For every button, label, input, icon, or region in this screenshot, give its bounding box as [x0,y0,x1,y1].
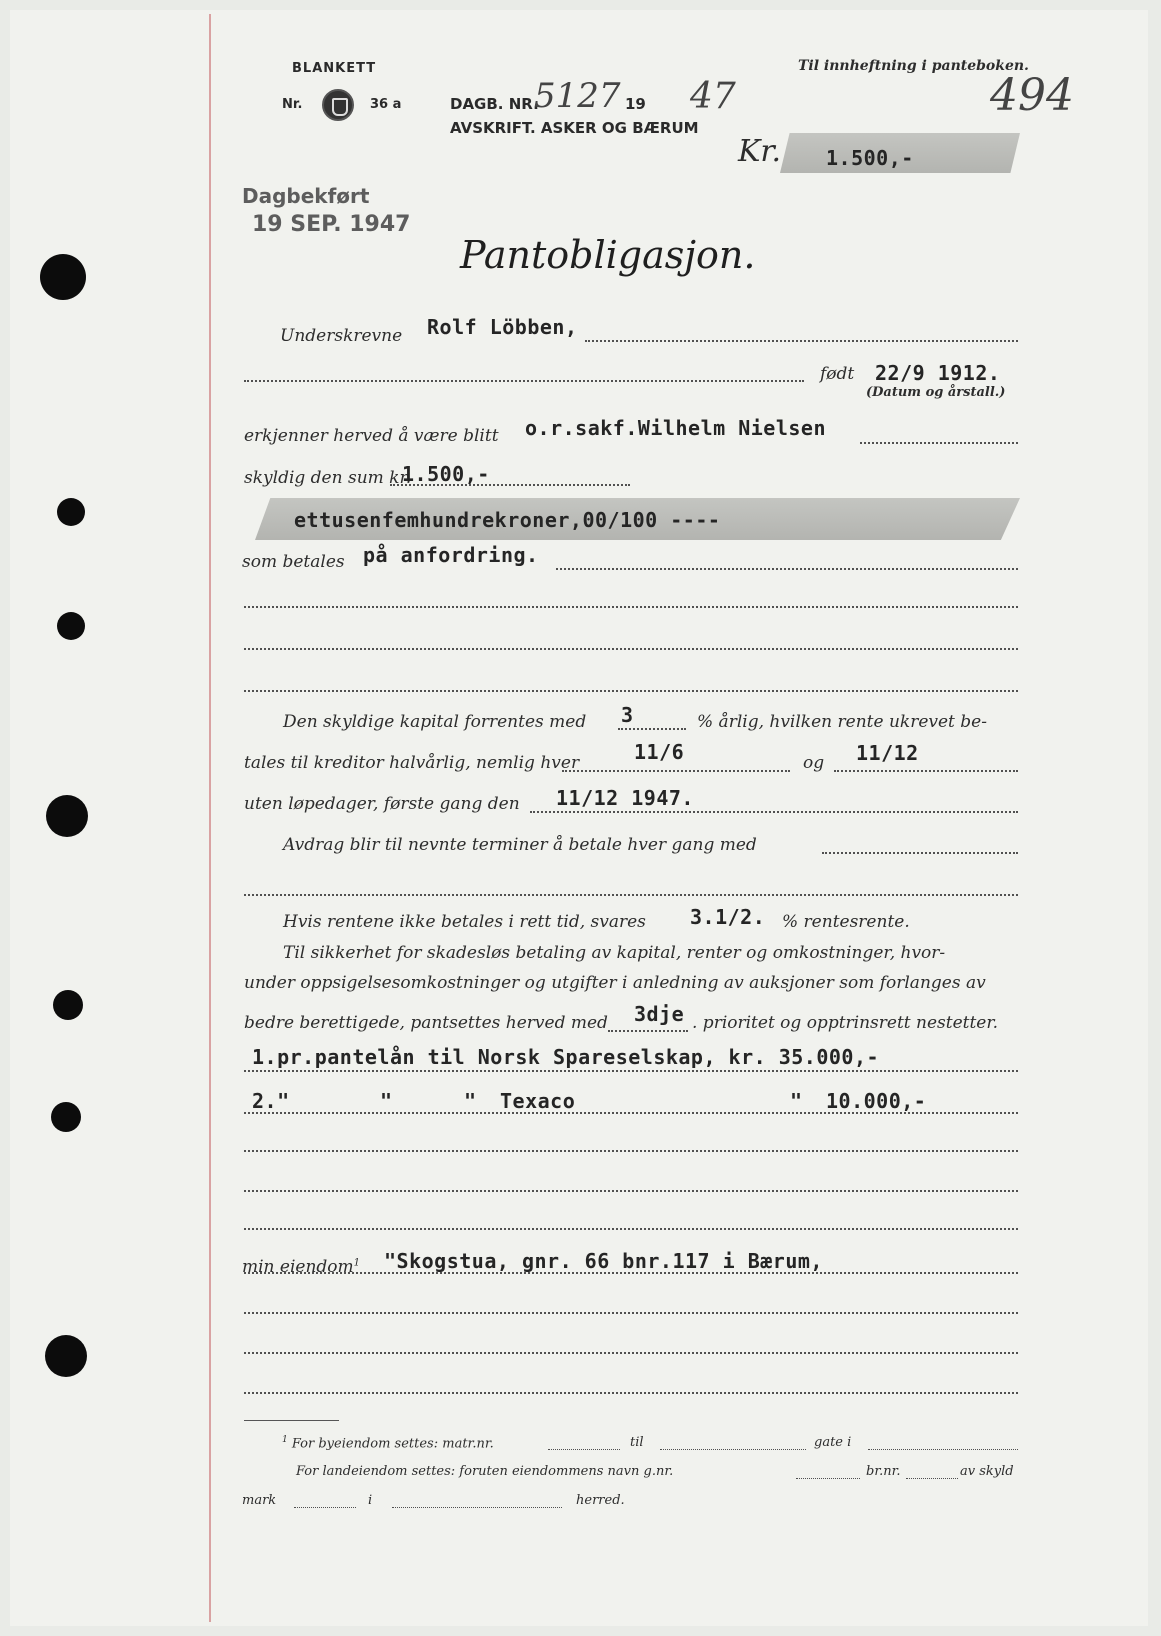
security-line4-b: . prioritet og opptrinsrett nestetter. [692,1013,999,1033]
dotted-line [860,442,1018,444]
dotted-line [294,1507,356,1508]
dagb-label: DAGB. NR. [450,95,539,113]
born-label: født [820,364,855,384]
punch-hole [57,498,85,526]
dotted-line [906,1478,958,1479]
interest-date1: 11/6 [634,740,685,764]
property-label-text: min eiendom [242,1257,354,1277]
kr-amount: 1.500,- [826,146,914,170]
owe-value: 1.500,- [402,462,490,486]
prior-mortgage-1: 1.pr.pantelån til Norsk Spareselskap, kr. 35.000,- [252,1045,880,1069]
dotted-line [244,1190,1018,1192]
footnote-line1-b: til [630,1435,644,1450]
footnote-line3-c: herred. [576,1493,625,1508]
born-value: 22/9 1912. [875,361,1001,385]
priority-value: 3dje [634,1002,685,1026]
punch-hole [51,1102,81,1132]
prior-mortgage-2-ditto: " [380,1089,393,1113]
margin-line [209,14,211,1622]
property-label [242,1257,360,1277]
prior-mortgage-2-number: 2." [252,1089,290,1113]
footnote-line1-c: gate i [814,1435,852,1450]
interest-og: og [803,753,825,773]
undersigned-value: Rolf Löbben, [427,315,578,339]
paid-value: på anfordring. [363,543,539,567]
dotted-line [660,1449,806,1450]
owe-label: skyldig den sum kr. [244,468,412,488]
dotted-line [562,770,790,772]
security-line3: under oppsigelsesomkostninger og utgifter i anledning av auksjoner som forlanges av [244,973,986,993]
acknowledge-label: erkjenner herved å være blitt [244,426,499,446]
coat-of-arms-icon [322,89,354,121]
prior-mortgage-2-creditor: Texaco [500,1089,576,1113]
dotted-line [244,1070,1018,1072]
first-payment-date: 11/12 1947. [556,786,694,810]
interest-line1-a: Den skyldige kapital forrentes med [283,712,587,732]
dotted-line [244,690,1018,692]
creditor-value: o.r.sakf.Wilhelm Nielsen [525,416,826,440]
dotted-line [822,852,1018,854]
interest-line3-a: uten løpedager, første gang den [244,794,520,814]
penalty-rate: 3.1/2. [690,905,766,929]
footnote-ref: 1 [353,1257,361,1269]
prior-mortgage-2-amount: 10.000,- [826,1089,927,1113]
dotted-line [244,1272,1018,1274]
security-line4-a: bedre berettigede, pantsettes herved med [244,1013,608,1033]
footnote-line2-a: For landeiendom settes: foruten eiendommens navn g.nr. [296,1464,674,1479]
dotted-line [244,1228,1018,1230]
dotted-line [868,1449,1018,1450]
footnote-line3-a: mark [242,1493,277,1508]
dotted-line [390,484,630,486]
form-label: BLANKETT [292,61,377,76]
office-name: AVSKRIFT. ASKER OG BÆRUM [450,119,699,137]
dotted-line [585,340,1018,342]
interest-line1-b: % årlig, hvilken rente ukrevet be- [697,712,987,732]
footnote-line2-b: br.nr. [866,1464,901,1479]
dotted-line [556,568,1018,570]
security-line1-b: % rentesrente. [782,912,910,932]
dotted-line [796,1478,860,1479]
dotted-line [244,1312,1018,1314]
punch-hole [53,990,83,1020]
interest-date2: 11/12 [856,741,919,765]
punch-hole [57,612,85,640]
footnote-marker: 1 [282,1435,288,1445]
stamp-date: 19 SEP. 1947 [252,212,411,237]
dotted-line [244,1392,1018,1394]
dagb-year-prefix: 19 [625,95,646,113]
dotted-line [244,648,1018,650]
interest-rate: 3 [621,703,634,727]
dagb-number: 5127 [534,76,621,116]
born-note: (Datum og årstall.) [866,385,1006,400]
security-line1-a: Hvis rentene ikke betales i rett tid, svares [283,912,646,932]
security-line2: Til sikkerhet for skadesløs betaling av kapital, renter og omkostninger, hvor- [283,943,946,963]
dagb-year: 47 [690,76,736,117]
dotted-line [244,894,1018,896]
punch-hole [40,254,86,300]
dotted-line [608,1030,688,1032]
dotted-line [392,1507,562,1508]
dotted-line [244,606,1018,608]
punch-hole [45,1335,87,1377]
dotted-line [618,728,686,730]
binding-note: Til innheftning i panteboken. [798,58,1029,74]
undersigned-label: Underskrevne [280,326,403,346]
paid-label: som betales [242,552,345,572]
property-value: "Skogstua, gnr. 66 bnr.117 i Bærum, [384,1249,823,1273]
footnote-line1-a [282,1435,494,1451]
kr-label: Kr. [738,134,781,169]
dotted-line [244,1150,1018,1152]
page-number: 494 [990,70,1074,121]
form-number: 36 a [370,97,402,112]
footnote-line3-b: i [368,1493,373,1508]
dotted-line [530,811,1018,813]
footnote-text: For byeiendom settes: matr.nr. [291,1436,494,1452]
interest-line4: Avdrag blir til nevnte terminer å betale hver gang med [283,835,757,855]
prior-mortgage-2-ditto: " [790,1089,803,1113]
dotted-line [548,1449,620,1450]
dotted-line [244,380,804,382]
interest-line2-a: tales til kreditor halvårlig, nemlig hver [244,753,580,773]
document-title: Pantobligasjon. [460,233,756,277]
amount-words: ettusenfemhundrekroner,00/100 ---- [294,508,721,532]
dotted-line [244,1352,1018,1354]
footnote-rule [244,1420,339,1421]
footnote-line2-c: av skyld [960,1464,1014,1479]
prior-mortgage-2-ditto: " [464,1089,477,1113]
dotted-line [244,1112,1018,1114]
dotted-line [834,770,1018,772]
punch-hole [46,795,88,837]
stamp-line1: Dagbekført [242,184,370,208]
nr-label: Nr. [282,97,303,112]
